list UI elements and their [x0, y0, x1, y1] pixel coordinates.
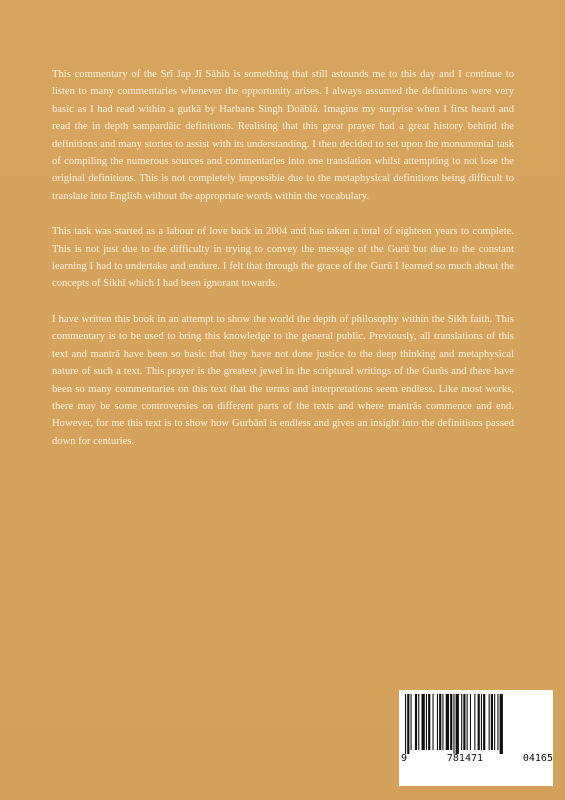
- barcode-bar: [491, 694, 493, 750]
- barcode-bar: [450, 694, 452, 750]
- barcode-bar: [470, 694, 471, 750]
- paragraph-2: This task was started as a labour of love back in 2004 and has taken a total of eighteen years to complete. This is not just due to the difficulty in trying to convey the message of the Gurū but due to the constant learning I had to undertake and endure. I felt that through the grace of the Gurū I learned so much about the concepts of Sikhī which I had been ignorant towards.: [52, 226, 514, 290]
- barcode-bar: [483, 694, 485, 750]
- barcode-bar: [439, 694, 441, 750]
- blurb-text: [52, 66, 514, 468]
- barcode-bar: [418, 694, 419, 750]
- barcode-bar: [437, 694, 438, 750]
- barcode-bar: [433, 694, 434, 750]
- barcode-bar: [446, 694, 449, 750]
- barcode-bar: [474, 694, 475, 750]
- barcode-bar: [428, 694, 430, 750]
- barcode-bar: [494, 694, 495, 750]
- barcode-bar: [463, 694, 465, 750]
- barcode-bar: [405, 694, 406, 754]
- barcode-bar: [497, 694, 498, 750]
- barcode-bar: [442, 694, 443, 750]
- barcode-bar: [478, 694, 480, 750]
- barcode-bar: [500, 694, 503, 754]
- paragraph-3: I have written this book in an attempt to show the world the depth of philosophy within the Sikh faith. This commentary is to be used to bring this knowledge to the general public. Previously, all translations of this text and mantrā have been so basic that they have not done justice to the deep thinking and metaphysical nature of such a text. This prayer is the greatest jewel in the scriptural writings of the Gurūs and there have been so many commentaries on this text that the terms and interpretations seem endless. Like most works, there may be some controversies on different parts of the texts and where mantrās commence and end. However, for me this text is to show how Gurbānī is endless and gives an insight into the definitions passed down for centuries.: [52, 313, 514, 447]
- barcode-icon: [405, 694, 547, 754]
- barcode-digit-group-2: 781471: [446, 753, 484, 764]
- barcode-digits: [401, 753, 553, 764]
- barcode-bar: [453, 694, 454, 754]
- isbn-barcode: [399, 690, 553, 786]
- paragraph-1: This commentary of the Srī Jap Jī Sāhib is something that still astounds me to this day and I continue to listen to many commentaries whenever the opportunity arises. I always assumed the definitions were very basic as I had read within a gutkā by Harbans Singh Doābiā. Imagine my surprise when I first heard and read the in depth sampardāic definitions. Realising that this great prayer had a great history behind the definitions and many stories to assist with its understanding. I then decided to set upon the monumental task of compiling the numerous sources and commentaries into one translation whilst attempting to not lose the original definitions. This is not completely impossible due to the metaphysical definitions being difficult to translate into English without the appropriate words within the vocabulary.: [52, 69, 514, 202]
- barcode-digit-group-1: 9: [401, 753, 408, 764]
- barcode-bar: [426, 694, 427, 750]
- barcode-bar: [407, 694, 409, 754]
- barcode-bar: [456, 694, 459, 754]
- barcode-bar: [461, 694, 462, 750]
- barcode-bar: [489, 694, 490, 750]
- barcode-digit-group-3: 04165: [522, 753, 553, 764]
- barcode-bar: [411, 694, 412, 750]
- barcode-bar: [415, 694, 417, 750]
- barcode-bar: [481, 694, 482, 750]
- barcode-bar: [467, 694, 468, 750]
- barcode-bar: [422, 694, 425, 750]
